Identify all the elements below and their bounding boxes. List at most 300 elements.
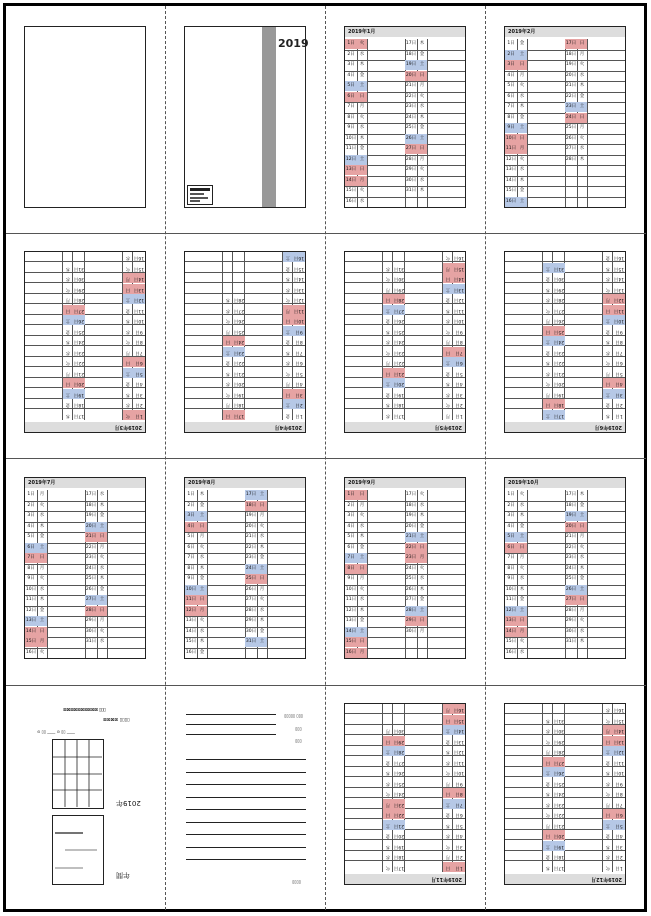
day-number: 17日 <box>405 492 417 497</box>
day-number: 27日 <box>565 146 577 151</box>
day-number: 16日 <box>613 255 625 261</box>
weekday: 月 <box>603 295 613 305</box>
weekday: 月 <box>259 586 265 592</box>
day-number: 25日 <box>393 781 405 786</box>
day-number: 15日 <box>345 637 357 647</box>
weekday: 土 <box>223 347 233 357</box>
weekday: 日 <box>543 757 553 767</box>
day-number: 24日 <box>565 565 577 571</box>
day-number: 27日 <box>405 597 417 602</box>
weekday: 日 <box>37 627 47 637</box>
calendar-title: 2019年8月 <box>185 478 305 488</box>
day-number: 28日 <box>73 297 85 303</box>
day-number: 8日 <box>615 339 623 345</box>
day-number: 26日 <box>393 770 405 776</box>
day-number: 10日 <box>613 316 625 326</box>
day-number: 5日 <box>27 534 35 539</box>
weekday: 火 <box>419 93 425 99</box>
weekday: 木 <box>605 770 611 776</box>
weekday: 火 <box>445 255 451 261</box>
weekday: 木 <box>545 287 551 292</box>
day-number: 9日 <box>347 576 355 581</box>
weekday: 日 <box>603 379 613 389</box>
weekday: 土 <box>197 511 207 521</box>
weekday: 水 <box>519 93 525 99</box>
weekday: 火 <box>545 812 551 818</box>
weekday: 金 <box>125 308 131 313</box>
weekday: 土 <box>63 389 73 399</box>
day-number: 12日 <box>505 156 517 162</box>
weekday: 水 <box>419 502 425 508</box>
weekday: 土 <box>603 820 613 830</box>
weekday: 日 <box>197 595 207 605</box>
day-number: 12日 <box>345 155 357 165</box>
weekday: 土 <box>257 564 267 574</box>
row-line <box>345 207 465 208</box>
day-number: 5日 <box>505 532 517 542</box>
day-number: 30日 <box>405 628 417 634</box>
notes-small-4: ▯▯▯▯ <box>292 880 301 885</box>
weekday: 火 <box>99 628 105 634</box>
day-number: 30日 <box>245 628 257 634</box>
weekday: 水 <box>579 146 585 151</box>
day-number: 21日 <box>405 532 417 542</box>
weekday: 木 <box>259 618 265 623</box>
day-number: 9日 <box>293 326 305 336</box>
note-line <box>186 797 306 798</box>
cut-line-h1 <box>6 233 646 234</box>
row-line <box>505 658 625 659</box>
day-number: 27日 <box>553 757 565 767</box>
day-number: 26日 <box>565 135 577 141</box>
day-number: 21日 <box>565 534 577 539</box>
day-number: 24日 <box>565 113 577 123</box>
weekday: 水 <box>199 628 205 634</box>
day-number: 29日 <box>393 287 405 292</box>
weekday: 火 <box>225 318 231 324</box>
day-number: 2日 <box>615 854 623 860</box>
day-number: 25日 <box>73 329 85 334</box>
weekday: 火 <box>419 565 425 571</box>
weekday: 水 <box>385 413 391 418</box>
weekday: 月 <box>579 51 585 57</box>
weekday: 日 <box>257 501 267 511</box>
weekday: 土 <box>417 60 427 70</box>
weekday: 土 <box>97 595 107 605</box>
calendar-aug <box>184 477 306 659</box>
weekday: 金 <box>39 607 45 613</box>
calendar-title: 2019年10月 <box>505 478 625 488</box>
day-number: 21日 <box>405 83 417 88</box>
weekday: 土 <box>383 747 393 757</box>
back-page-grid <box>52 739 104 809</box>
day-number: 29日 <box>553 287 565 292</box>
day-number: 20日 <box>393 379 405 389</box>
day-number: 16日 <box>185 649 197 655</box>
weekday: 月 <box>603 726 613 736</box>
weekday: 月 <box>197 606 207 616</box>
note-line <box>186 759 306 760</box>
weekday: 日 <box>383 368 393 378</box>
weekday: 火 <box>445 329 451 334</box>
weekday: 木 <box>125 318 131 324</box>
weekday: 日 <box>417 144 427 154</box>
day-number: 1日 <box>453 862 465 872</box>
day-number: 31日 <box>85 639 97 644</box>
day-number: 15日 <box>185 639 197 644</box>
day-number: 30日 <box>553 728 565 734</box>
day-number: 4日 <box>295 381 303 387</box>
weekday: 土 <box>63 316 73 326</box>
weekday: 金 <box>359 72 365 78</box>
weekday: 木 <box>445 381 451 387</box>
weekday: 日 <box>443 274 453 284</box>
day-number: 12日 <box>453 749 465 755</box>
weekday: 水 <box>419 104 425 109</box>
day-number: 5日 <box>295 371 303 376</box>
day-number: 19日 <box>565 62 577 67</box>
day-number: 26日 <box>73 316 85 326</box>
day-number: 14日 <box>453 726 465 736</box>
day-number: 13日 <box>293 287 305 292</box>
weekday: 火 <box>519 83 525 88</box>
day-number: 5日 <box>133 368 145 378</box>
weekday: 水 <box>99 565 105 571</box>
day-number: 26日 <box>393 318 405 324</box>
weekday: 木 <box>65 413 71 418</box>
weekday: 日 <box>123 358 133 368</box>
weekday: 月 <box>443 263 453 273</box>
day-number: 13日 <box>505 616 517 626</box>
day-number: 23日 <box>85 555 97 560</box>
day-number: 13日 <box>613 736 625 746</box>
day-number: 25日 <box>565 576 577 581</box>
weekday: 日 <box>197 522 207 532</box>
weekday: 日 <box>443 715 453 725</box>
weekday: 日 <box>357 92 367 102</box>
weekday: 日 <box>517 60 527 70</box>
cover-spine <box>262 27 276 207</box>
day-number: 19日 <box>405 60 417 70</box>
calendar-title: 2019年3月 <box>25 422 145 432</box>
weekday: 水 <box>225 308 231 313</box>
day-number: 7日 <box>453 799 465 809</box>
day-number: 3日 <box>293 389 305 399</box>
day-number: 4日 <box>455 381 463 387</box>
day-number: 10日 <box>505 134 517 144</box>
day-number: 12日 <box>453 297 465 303</box>
weekday: 木 <box>199 565 205 571</box>
day-number: 6日 <box>455 812 463 818</box>
weekday: 日 <box>383 736 393 746</box>
day-number <box>233 263 245 273</box>
weekday: 土 <box>357 553 367 563</box>
day-number: 2日 <box>615 402 623 408</box>
day-number: 11日 <box>133 308 145 313</box>
day-number: 5日 <box>507 83 515 88</box>
weekday: 金 <box>385 392 391 397</box>
weekday: 金 <box>419 523 425 529</box>
day-number: 14日 <box>613 276 625 282</box>
weekday: 木 <box>519 177 525 183</box>
day-number: 30日 <box>393 276 405 282</box>
weekday: 火 <box>199 544 205 550</box>
weekday: 日 <box>517 616 527 626</box>
weekday: 月 <box>125 350 131 355</box>
weekday: 木 <box>579 639 585 644</box>
day-number <box>245 648 257 658</box>
weekday: 水 <box>39 586 45 592</box>
weekday: 木 <box>519 586 525 592</box>
weekday: 火 <box>259 597 265 602</box>
day-number: 7日 <box>345 553 357 563</box>
note-line <box>186 834 306 835</box>
weekday: 月 <box>225 329 231 334</box>
weekday: 月 <box>545 823 551 828</box>
day-number: 13日 <box>345 165 357 175</box>
day-number: 3日 <box>455 392 463 397</box>
row-line <box>345 658 465 659</box>
weekday: 木 <box>419 188 425 193</box>
day-number: 26日 <box>85 586 97 592</box>
weekday: 水 <box>605 781 611 786</box>
weekday: 日 <box>443 862 453 872</box>
day-number: 19日 <box>553 841 565 851</box>
weekday: 金 <box>259 628 265 634</box>
day-number: 13日 <box>505 167 517 172</box>
weekday: 金 <box>445 739 451 744</box>
weekday: 木 <box>385 329 391 334</box>
day-number: 18日 <box>393 402 405 408</box>
day-number: 3日 <box>505 60 517 70</box>
day-number: 23日 <box>393 350 405 355</box>
weekday: 日 <box>283 316 293 326</box>
day-number: 23日 <box>393 799 405 809</box>
weekday: 月 <box>39 565 45 571</box>
weekday: 火 <box>605 791 611 797</box>
weekday: 土 <box>357 81 367 91</box>
weekday: 土 <box>123 368 133 378</box>
day-number: 8日 <box>507 114 515 120</box>
day-number: 18日 <box>405 502 417 508</box>
weekday: 火 <box>579 544 585 550</box>
weekday: 月 <box>419 83 425 88</box>
day-number: 4日 <box>615 833 623 839</box>
weekday: 火 <box>259 523 265 529</box>
weekday: 月 <box>545 392 551 397</box>
day-number: 27日 <box>245 597 257 602</box>
day-number: 14日 <box>185 628 197 634</box>
back-page-label-bottom: 年間 <box>116 871 130 879</box>
weekday: 土 <box>443 358 453 368</box>
weekday <box>577 186 587 196</box>
day-number: 28日 <box>405 606 417 616</box>
weekday: 水 <box>579 555 585 560</box>
day-number: 27日 <box>85 595 97 605</box>
weekday: 月 <box>65 297 71 303</box>
day-number: 12日 <box>25 607 37 613</box>
weekday: 月 <box>357 648 367 658</box>
weekday: 水 <box>199 555 205 560</box>
day-number: 21日 <box>245 534 257 539</box>
day-number: 25日 <box>405 576 417 581</box>
weekday: 火 <box>579 618 585 623</box>
day-number: 15日 <box>505 188 517 193</box>
weekday: 金 <box>545 781 551 786</box>
day-number: 14日 <box>293 276 305 282</box>
day-number: 24日 <box>405 565 417 571</box>
weekday: 水 <box>545 371 551 376</box>
weekday: 月 <box>357 176 367 186</box>
weekday: 水 <box>445 392 451 397</box>
calendar-oct <box>504 477 626 659</box>
weekday: 月 <box>445 854 451 860</box>
weekday: 土 <box>603 747 613 757</box>
day-number: 17日 <box>393 413 405 418</box>
weekday: 火 <box>605 718 611 723</box>
weekday: 金 <box>225 360 231 366</box>
day-number: 21日 <box>393 368 405 378</box>
weekday: 水 <box>125 402 131 408</box>
weekday: 金 <box>385 833 391 839</box>
weekday: 金 <box>259 555 265 560</box>
day-number: 29日 <box>85 618 97 623</box>
weekday: 金 <box>445 812 451 818</box>
day-number: 20日 <box>405 523 417 529</box>
day-number: 17日 <box>565 492 577 497</box>
weekday: 木 <box>385 844 391 849</box>
day-number: 15日 <box>25 637 37 647</box>
weekday: 月 <box>359 104 365 109</box>
day-number: 30日 <box>85 628 97 634</box>
weekday: 木 <box>519 104 525 109</box>
day-number: 12日 <box>293 297 305 303</box>
weekday: 金 <box>199 576 205 581</box>
weekday: 火 <box>519 492 525 497</box>
day-number: 2日 <box>27 502 35 508</box>
day-number: 20日 <box>553 381 565 387</box>
day-number: 18日 <box>393 854 405 860</box>
weekday: 月 <box>359 502 365 508</box>
weekday: 水 <box>65 350 71 355</box>
day-number: 29日 <box>73 287 85 292</box>
weekday: 水 <box>359 51 365 57</box>
cover-stamp-icon <box>187 185 213 205</box>
weekday: 土 <box>517 123 527 133</box>
weekday: 火 <box>419 167 425 172</box>
weekday: 水 <box>285 287 291 292</box>
weekday: 土 <box>517 606 527 616</box>
weekday: 月 <box>519 72 525 78</box>
weekday: 土 <box>383 820 393 830</box>
day-number: 15日 <box>453 263 465 273</box>
day-number: 25日 <box>553 326 565 336</box>
weekday: 月 <box>445 413 451 418</box>
weekday <box>577 165 587 175</box>
weekday: 火 <box>65 287 71 292</box>
weekday: 火 <box>225 392 231 397</box>
weekday: 水 <box>285 360 291 366</box>
weekday: 水 <box>519 502 525 508</box>
weekday <box>223 274 233 284</box>
weekday: 木 <box>65 266 71 271</box>
day-number <box>565 197 577 207</box>
weekday: 土 <box>603 389 613 399</box>
weekday: 月 <box>99 618 105 623</box>
weekday: 火 <box>385 350 391 355</box>
weekday: 月 <box>199 534 205 539</box>
day-number: 18日 <box>553 400 565 410</box>
day-number: 15日 <box>613 718 625 723</box>
day-number: 26日 <box>565 585 577 595</box>
day-number: 4日 <box>135 381 143 387</box>
day-number <box>405 648 417 658</box>
weekday: 月 <box>545 749 551 755</box>
weekday: 木 <box>259 544 265 550</box>
day-number: 14日 <box>345 627 357 637</box>
weekday: 月 <box>99 544 105 550</box>
day-number: 7日 <box>615 350 623 355</box>
row-line <box>185 658 305 659</box>
weekday: 日 <box>443 789 453 799</box>
day-number: 2日 <box>347 502 355 508</box>
weekday: 日 <box>123 284 133 294</box>
day-number: 21日 <box>553 823 565 828</box>
weekday: 木 <box>419 513 425 518</box>
weekday: 火 <box>99 555 105 560</box>
day-number: 28日 <box>565 156 577 162</box>
day-number: 7日 <box>507 104 515 109</box>
day-number: 2日 <box>293 400 305 410</box>
day-number: 2日 <box>455 402 463 408</box>
day-number: 3日 <box>507 513 515 518</box>
weekday: 水 <box>359 523 365 529</box>
day-number: 4日 <box>347 72 355 78</box>
day-number: 21日 <box>73 371 85 376</box>
day-number: 19日 <box>233 392 245 397</box>
weekday: 水 <box>385 339 391 345</box>
day-number: 6日 <box>347 544 355 550</box>
day-number: 7日 <box>295 350 303 355</box>
weekday: 日 <box>357 490 367 500</box>
weekday: 土 <box>283 253 293 263</box>
day-number: 7日 <box>507 555 515 560</box>
row-line <box>505 207 625 208</box>
weekday: 月 <box>579 607 585 613</box>
day-number <box>565 165 577 175</box>
day-number: 11日 <box>453 308 465 313</box>
day-number <box>393 715 405 725</box>
day-number: 24日 <box>245 564 257 574</box>
weekday <box>223 253 233 263</box>
weekday: 水 <box>579 72 585 78</box>
weekday <box>383 253 393 263</box>
day-number: 8日 <box>453 789 465 799</box>
weekday: 火 <box>545 381 551 387</box>
weekday: 土 <box>543 768 553 778</box>
day-number: 27日 <box>233 308 245 313</box>
note-line <box>186 822 306 823</box>
day-number: 28日 <box>245 607 257 613</box>
day-number: 1日 <box>133 410 145 420</box>
day-number: 18日 <box>553 854 565 860</box>
day-number: 28日 <box>553 749 565 755</box>
back-page-small-label: ⊙ ▯▯ ____ ⊙ ▯▯ ____ <box>37 729 75 734</box>
weekday: 月 <box>123 274 133 284</box>
weekday: 水 <box>385 781 391 786</box>
day-number: 16日 <box>613 707 625 713</box>
day-number: 7日 <box>347 104 355 109</box>
